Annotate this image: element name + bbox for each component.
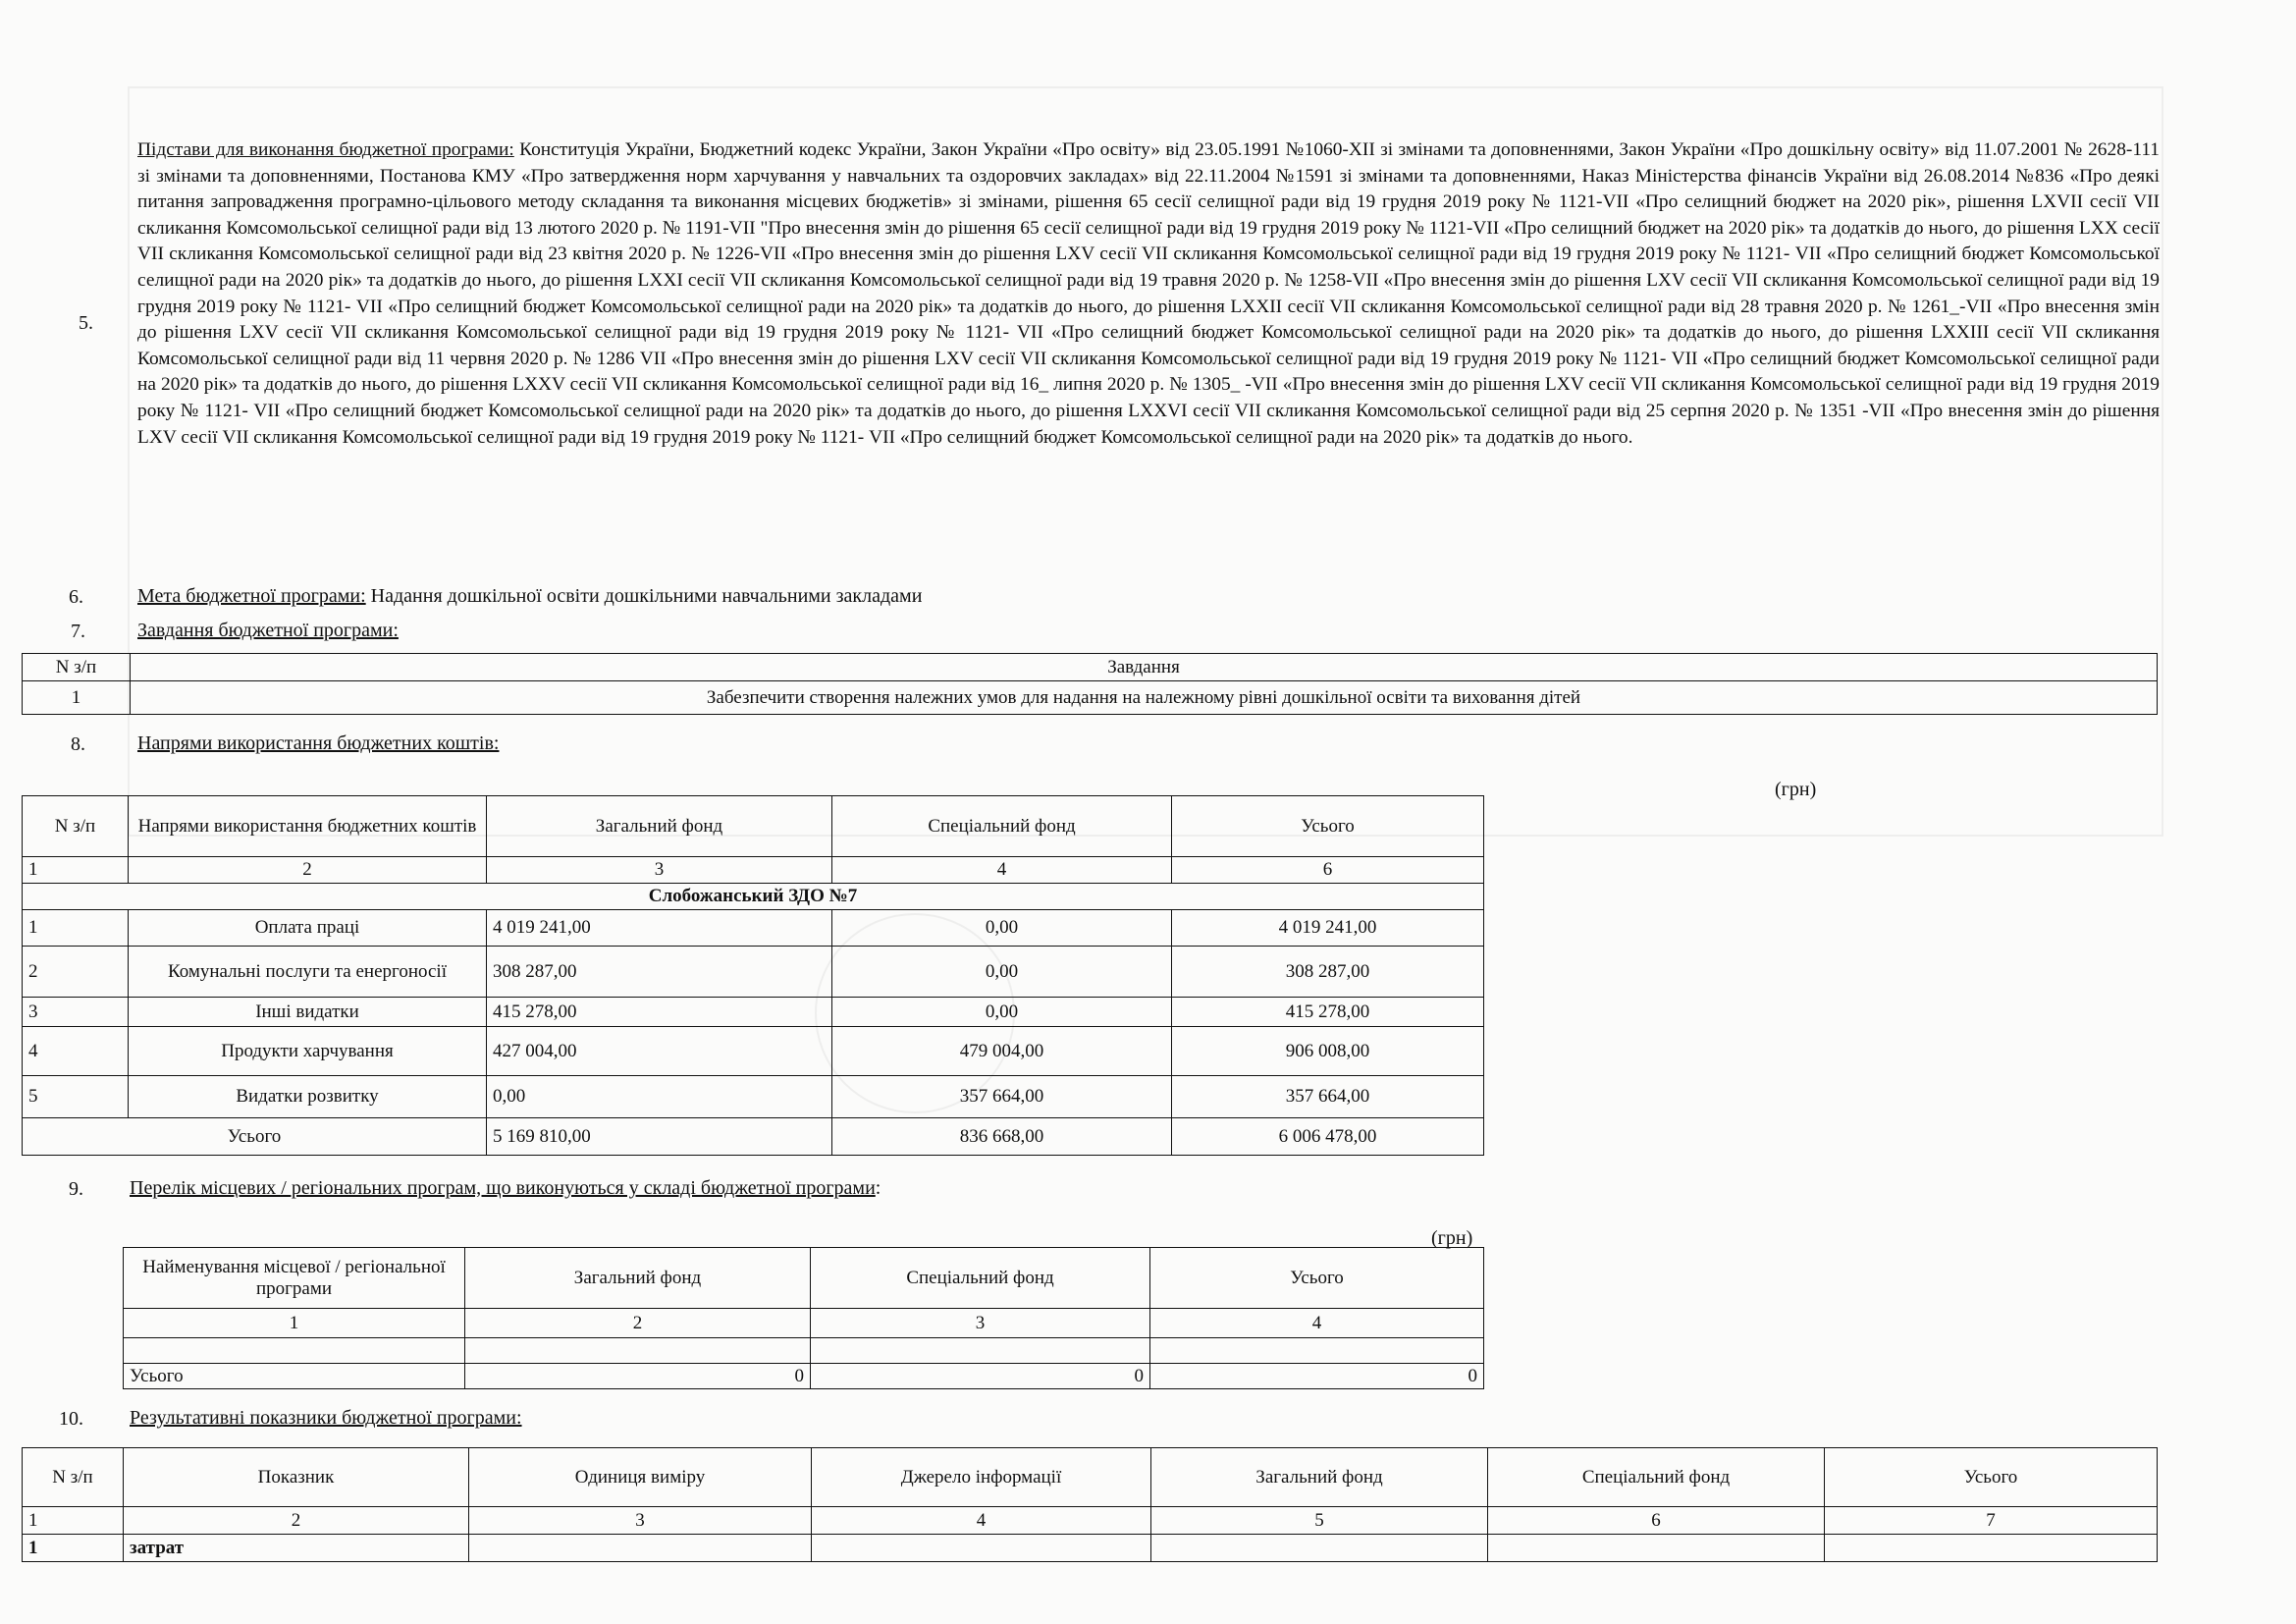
table-cell: Забезпечити створення належних умов для надання на належному рівні дошкільної освіти та виховання дітей <box>131 681 2158 715</box>
total-label: Усього <box>124 1364 465 1389</box>
total-cell: 6 006 478,00 <box>1172 1118 1484 1156</box>
header-cell: Спеціальний фонд <box>1488 1448 1825 1507</box>
table-row <box>23 884 1484 910</box>
table-cell: 357 664,00 <box>832 1076 1172 1118</box>
empty-cell <box>811 1338 1150 1364</box>
table-cell: 4 019 241,00 <box>1172 910 1484 947</box>
section-5-number: 5. <box>79 312 93 334</box>
header-cell: N з/п <box>23 796 129 857</box>
header-cell: Показник <box>124 1448 469 1507</box>
total-cell: 0 <box>811 1364 1150 1389</box>
empty-cell <box>1488 1535 1825 1562</box>
empty-cell <box>465 1338 811 1364</box>
table-cell: 427 004,00 <box>487 1027 832 1076</box>
table-row <box>124 1364 1484 1389</box>
section-10-label: Результативні показники бюджетної програми: <box>130 1407 522 1429</box>
tasks-table <box>22 653 2158 715</box>
table-row <box>23 1535 2158 1562</box>
header-cell: Найменування місцевої / регіональної програми <box>124 1248 465 1309</box>
section-8-label: Напрями використання бюджетних коштів: <box>137 732 500 754</box>
header-cell: Усього <box>1150 1248 1484 1309</box>
index-cell: 5 <box>1151 1507 1488 1535</box>
table-cell: 4 <box>23 1027 129 1076</box>
index-cell: 3 <box>487 857 832 884</box>
table-row <box>23 654 2158 681</box>
table-cell: Оплата праці <box>129 910 487 947</box>
table-row <box>23 910 1484 947</box>
section-9-number: 9. <box>69 1178 83 1200</box>
index-cell: 2 <box>124 1507 469 1535</box>
empty-cell <box>124 1338 465 1364</box>
group-title: Слобожанський ЗДО №7 <box>23 884 1484 910</box>
section-6-label: Мета бюджетної програми: <box>137 585 366 607</box>
table-row <box>124 1248 1484 1309</box>
section-9-line <box>130 1174 881 1202</box>
empty-cell <box>1825 1535 2158 1562</box>
header-cell: Загальний фонд <box>1151 1448 1488 1507</box>
table-cell: Продукти харчування <box>129 1027 487 1076</box>
table-cell: 0,00 <box>832 998 1172 1027</box>
table-cell: 1 <box>23 681 131 715</box>
table-row <box>23 947 1484 998</box>
section-10-number: 10. <box>59 1408 83 1430</box>
section-5-text: Конституція України, Бюджетний кодекс України, Закон України «Про освіту» від 23.05.1991 №1060-XII зі змінами та доповненнями, Закон України «Про дошкільну освіту» від 11.07.2001 № 2628-111 зі змінами та доповненнями, Постанова КМУ «Про затвердження норм харчування у навчальних та оздоровчих закладах» від 22.11.2004 №1591 зі змінами та доповненнями, Наказ Міністерства фінансів України від 26.08.2014 №836 «Про деякі питання запровадження програмно-цільового методу складання та виконання місцевих бюджетів» зі змінами, рішення 65 сесії селищної ради від 19 грудня 2019 року № 1121-VII «Про селищний бюджет на 2020 рік», рішення LXVII сесії VII скликання Комсомольської селищної ради від 13 лютого 2020 р. № 1191-VII "Про внесення змін до рішення 65 сесії селищної ради від 19 грудня 2019 року № 1121-VII «Про селищний бюджет на 2020 рік» та додатків до нього, до рішення LXX сесії VII скликання Комсомольської селищної ради від 23 квітня 2020 р. № 1226-VII «Про внесення змін до рішення LXV сесії VII скликання Комсомольської селищної ради від 19 грудня 2019 року № 1121- VII «Про селищний бюджет Комсомольської селищної ради на 2020 рік» та додатків до нього, до рішення LXXI сесії VII скликання Комсомольської селищної ради від 19 травня 2020 р. № 1258-VII «Про внесення змін до рішення LXV сесії VII скликання Комсомольської селищної ради від 19 грудня 2019 року № 1121- VII «Про селищний бюджет Комсомольської селищної ради на 2020 рік» та додатків до нього, до рішення LXXII сесії VII скликання Комсомольської селищної ради від 28 травня 2020 р. № 1261_-VII «Про внесення змін до рішення LXV сесії VII скликання Комсомольської селищної ради від 19 грудня 2019 року № 1121- VII «Про селищний бюджет Комсомольської селищної ради на 2020 рік» та додатків до нього, до рішення LXXIII сесії VII скликання Комсомольської селищної ради від 11 червня 2020 р. № 1286 VII «Про внесення змін до рішення LXV сесії VII скликання Комсомольської селищної ради від 19 грудня 2019 року № 1121- VII «Про селищний бюджет Комсомольської селищної ради на 2020 рік» та додатків до нього, до рішення LXXV сесії VII скликання Комсомольської селищної ради від 16_ липня 2020 р. № 1305_ -VII «Про внесення змін до рішення LXV сесії VII скликання Комсомольської селищної ради від 19 грудня 2019 року № 1121- VII «Про селищний бюджет Комсомольської селищної ради на 2020 рік» та додатків до нього, до рішення LXXVI сесії VII скликання Комсомольської селищної ради від 25 серпня 2020 р. № 1351 -VII «Про внесення змін до рішення LXV сесії VII скликання Комсомольської селищної ради від 19 грудня 2019 року № 1121- VII «Про селищний бюджет Комсомольської селищної ради на 2020 рік» та додатків до нього. <box>137 139 2160 448</box>
table-row <box>23 1076 1484 1118</box>
table-cell: Інші видатки <box>129 998 487 1027</box>
section-7-label: Завдання бюджетної програми: <box>137 620 399 641</box>
section-9-label: Перелік місцевих / регіональних програм, що виконуються у складі бюджетної програми <box>130 1177 876 1199</box>
performance-indicators-table <box>22 1447 2158 1562</box>
index-cell: 7 <box>1825 1507 2158 1535</box>
table-row <box>23 1118 1484 1156</box>
header-cell: Напрями використання бюджетних коштів <box>129 796 487 857</box>
header-cell: Завдання <box>131 654 2158 681</box>
section-6-number: 6. <box>69 586 83 608</box>
table-cell: 3 <box>23 998 129 1027</box>
header-cell: N з/п <box>23 654 131 681</box>
total-cell: 0 <box>465 1364 811 1389</box>
section-8-number: 8. <box>71 733 85 755</box>
section-9-suffix: : <box>875 1177 881 1199</box>
index-cell: 6 <box>1488 1507 1825 1535</box>
table-cell: 308 287,00 <box>1172 947 1484 998</box>
table-cell: Комунальні послуги та енергоносії <box>129 947 487 998</box>
section-5-label: Підстави для виконання бюджетної програми: <box>137 139 514 160</box>
header-cell: Усього <box>1172 796 1484 857</box>
header-cell: N з/п <box>23 1448 124 1507</box>
table-row <box>124 1309 1484 1338</box>
section-6-line <box>137 582 922 610</box>
empty-cell <box>812 1535 1151 1562</box>
table-row <box>23 796 1484 857</box>
header-cell: Одиниця виміру <box>469 1448 812 1507</box>
table-cell: 0,00 <box>487 1076 832 1118</box>
table-cell: 0,00 <box>832 910 1172 947</box>
table-row <box>23 681 2158 715</box>
group-title: затрат <box>124 1535 469 1562</box>
index-cell: 3 <box>811 1309 1150 1338</box>
table-cell: 2 <box>23 947 129 998</box>
table-cell: 308 287,00 <box>487 947 832 998</box>
index-cell: 1 <box>23 857 129 884</box>
empty-cell <box>1151 1535 1488 1562</box>
empty-cell <box>1150 1338 1484 1364</box>
group-number: 1 <box>23 1535 124 1562</box>
section-9-unit: (грн) <box>1431 1227 1473 1249</box>
table-row <box>23 998 1484 1027</box>
index-cell: 2 <box>465 1309 811 1338</box>
index-cell: 4 <box>832 857 1172 884</box>
local-programs-table <box>123 1247 1484 1389</box>
index-cell: 4 <box>812 1507 1151 1535</box>
table-row <box>23 857 1484 884</box>
budget-directions-table <box>22 795 1484 1156</box>
index-cell: 3 <box>469 1507 812 1535</box>
empty-cell <box>469 1535 812 1562</box>
header-cell: Загальний фонд <box>487 796 832 857</box>
table-row <box>23 1027 1484 1076</box>
table-cell: 4 019 241,00 <box>487 910 832 947</box>
index-cell: 1 <box>23 1507 124 1535</box>
header-cell: Джерело інформації <box>812 1448 1151 1507</box>
section-6-text: Надання дошкільної освіти дошкільними навчальними закладами <box>365 585 923 607</box>
header-cell: Загальний фонд <box>465 1248 811 1309</box>
section-7-number: 7. <box>71 621 85 642</box>
table-row <box>23 1448 2158 1507</box>
index-cell: 6 <box>1172 857 1484 884</box>
table-cell: 415 278,00 <box>487 998 832 1027</box>
total-cell: 836 668,00 <box>832 1118 1172 1156</box>
index-cell: 4 <box>1150 1309 1484 1338</box>
section-8-unit: (грн) <box>1775 779 1817 800</box>
header-cell: Спеціальний фонд <box>811 1248 1150 1309</box>
table-row <box>23 1507 2158 1535</box>
section-5-paragraph <box>137 137 2160 451</box>
table-cell: 5 <box>23 1076 129 1118</box>
index-cell: 2 <box>129 857 487 884</box>
index-cell: 1 <box>124 1309 465 1338</box>
table-cell: Видатки розвитку <box>129 1076 487 1118</box>
table-cell: 357 664,00 <box>1172 1076 1484 1118</box>
header-cell: Спеціальний фонд <box>832 796 1172 857</box>
total-cell: 5 169 810,00 <box>487 1118 832 1156</box>
table-cell: 906 008,00 <box>1172 1027 1484 1076</box>
total-cell: 0 <box>1150 1364 1484 1389</box>
table-cell: 0,00 <box>832 947 1172 998</box>
table-cell: 1 <box>23 910 129 947</box>
table-cell: 479 004,00 <box>832 1027 1172 1076</box>
table-cell: 415 278,00 <box>1172 998 1484 1027</box>
header-cell: Усього <box>1825 1448 2158 1507</box>
table-row <box>124 1338 1484 1364</box>
total-label: Усього <box>23 1118 487 1156</box>
